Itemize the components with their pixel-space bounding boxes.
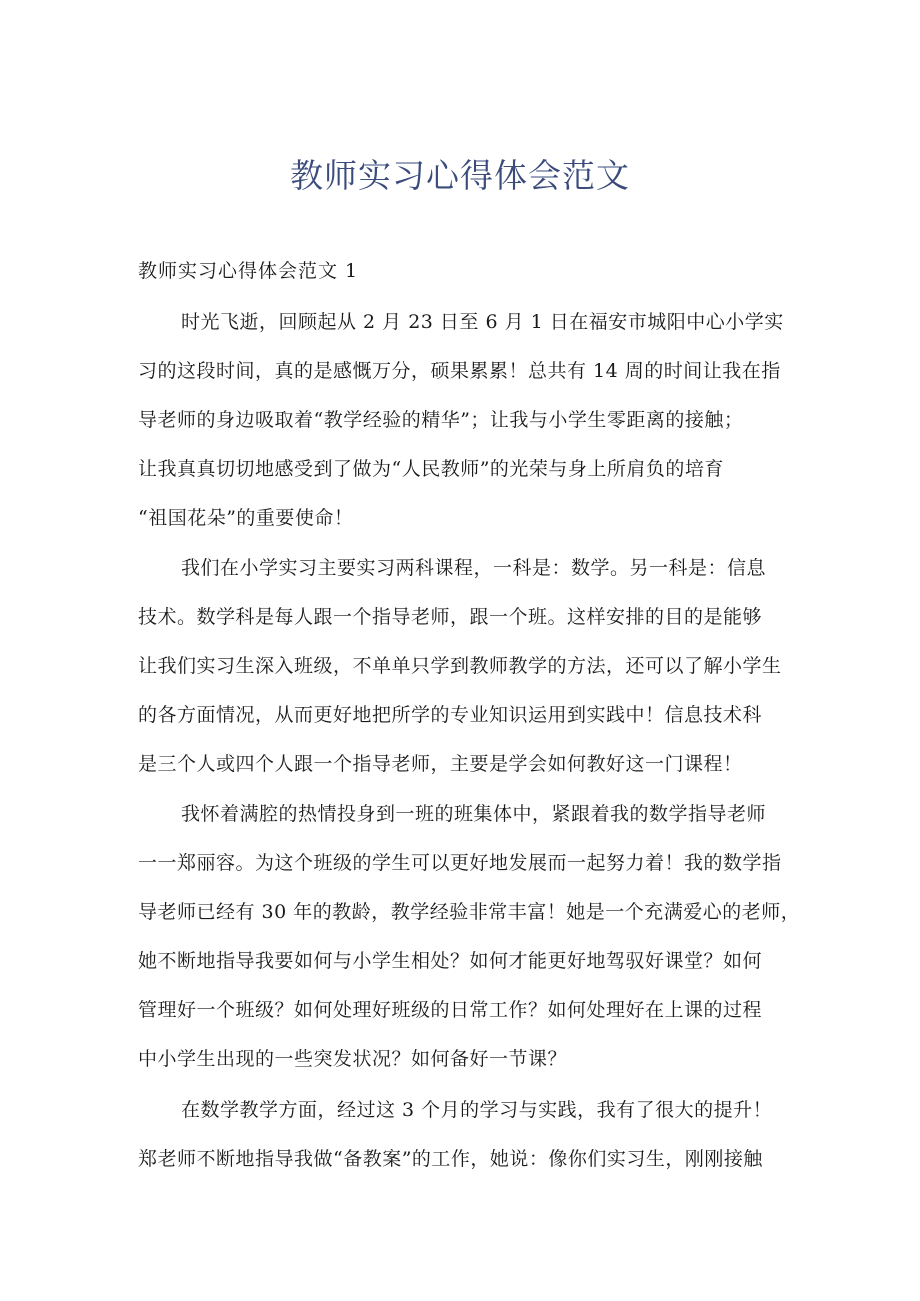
paragraph-line: “祖国花朵”的重要使命！	[138, 507, 354, 529]
paragraph-3	[138, 790, 803, 1084]
paragraph-1	[138, 298, 803, 543]
paragraph-4	[138, 1086, 803, 1184]
paragraph-line: 我们在小学实习主要实习两科课程，一科是：数学。另一科是：信息	[181, 557, 767, 579]
paragraph-line: 管理好一个班级？如何处理好班级的日常工作？如何处理好在上课的过程	[138, 999, 763, 1021]
section-heading: 教师实习心得体会范文 1	[138, 260, 359, 282]
paragraph-line: 让我们实习生深入班级，不单单只学到教师教学的方法，还可以了解小学生	[138, 655, 782, 677]
paragraph-line: 她不断地指导我要如何与小学生相处？如何才能更好地驾驭好课堂？如何	[138, 950, 763, 972]
paragraph-line: 习的这段时间，真的是感慨万分，硕果累累！总共有 14 周的时间让我在指	[138, 360, 781, 382]
paragraph-line: 我怀着满腔的热情投身到一班的班集体中，紧跟着我的数学指导老师	[181, 803, 767, 825]
paragraph-line: 是三个人或四个人跟一个指导老师，主要是学会如何教好这一门课程！	[138, 753, 743, 775]
paragraph-line: 让我真真切切地感受到了做为“人民教师”的光荣与身上所肩负的培育	[138, 458, 724, 480]
paragraph-line: 的各方面情况，从而更好地把所学的专业知识运用到实践中！信息技术科	[138, 704, 763, 726]
paragraph-line: 时光飞逝，回顾起从 2 月 23 日至 6 月 1 日在福安市城阳中心小学实	[181, 311, 784, 333]
paragraph-line: 导老师的身边吸取着“教学经验的精华”；让我与小学生零距离的接触；	[138, 409, 744, 431]
paragraph-line: 郑老师不断地指导我做“备教案”的工作，她说：像你们实习生，刚刚接触	[138, 1148, 763, 1170]
paragraph-line: 技术。数学科是每人跟一个指导老师，跟一个班。这样安排的目的是能够	[138, 606, 763, 628]
paragraph-line: 一一郑丽容。为这个班级的学生可以更好地发展而一起努力着！我的数学指	[138, 852, 782, 874]
document-title: 教师实习心得体会范文	[290, 156, 630, 195]
paragraph-2	[138, 544, 803, 789]
paragraph-line: 在数学教学方面，经过这 3 个月的学习与实践，我有了很大的提升！	[181, 1099, 773, 1121]
paragraph-line: 导老师已经有 30 年的教龄，教学经验非常丰富！她是一个充满爱心的老师，	[138, 901, 801, 923]
paragraph-line: 中小学生出现的一些突发状况？如何备好一节课？	[138, 1048, 568, 1070]
